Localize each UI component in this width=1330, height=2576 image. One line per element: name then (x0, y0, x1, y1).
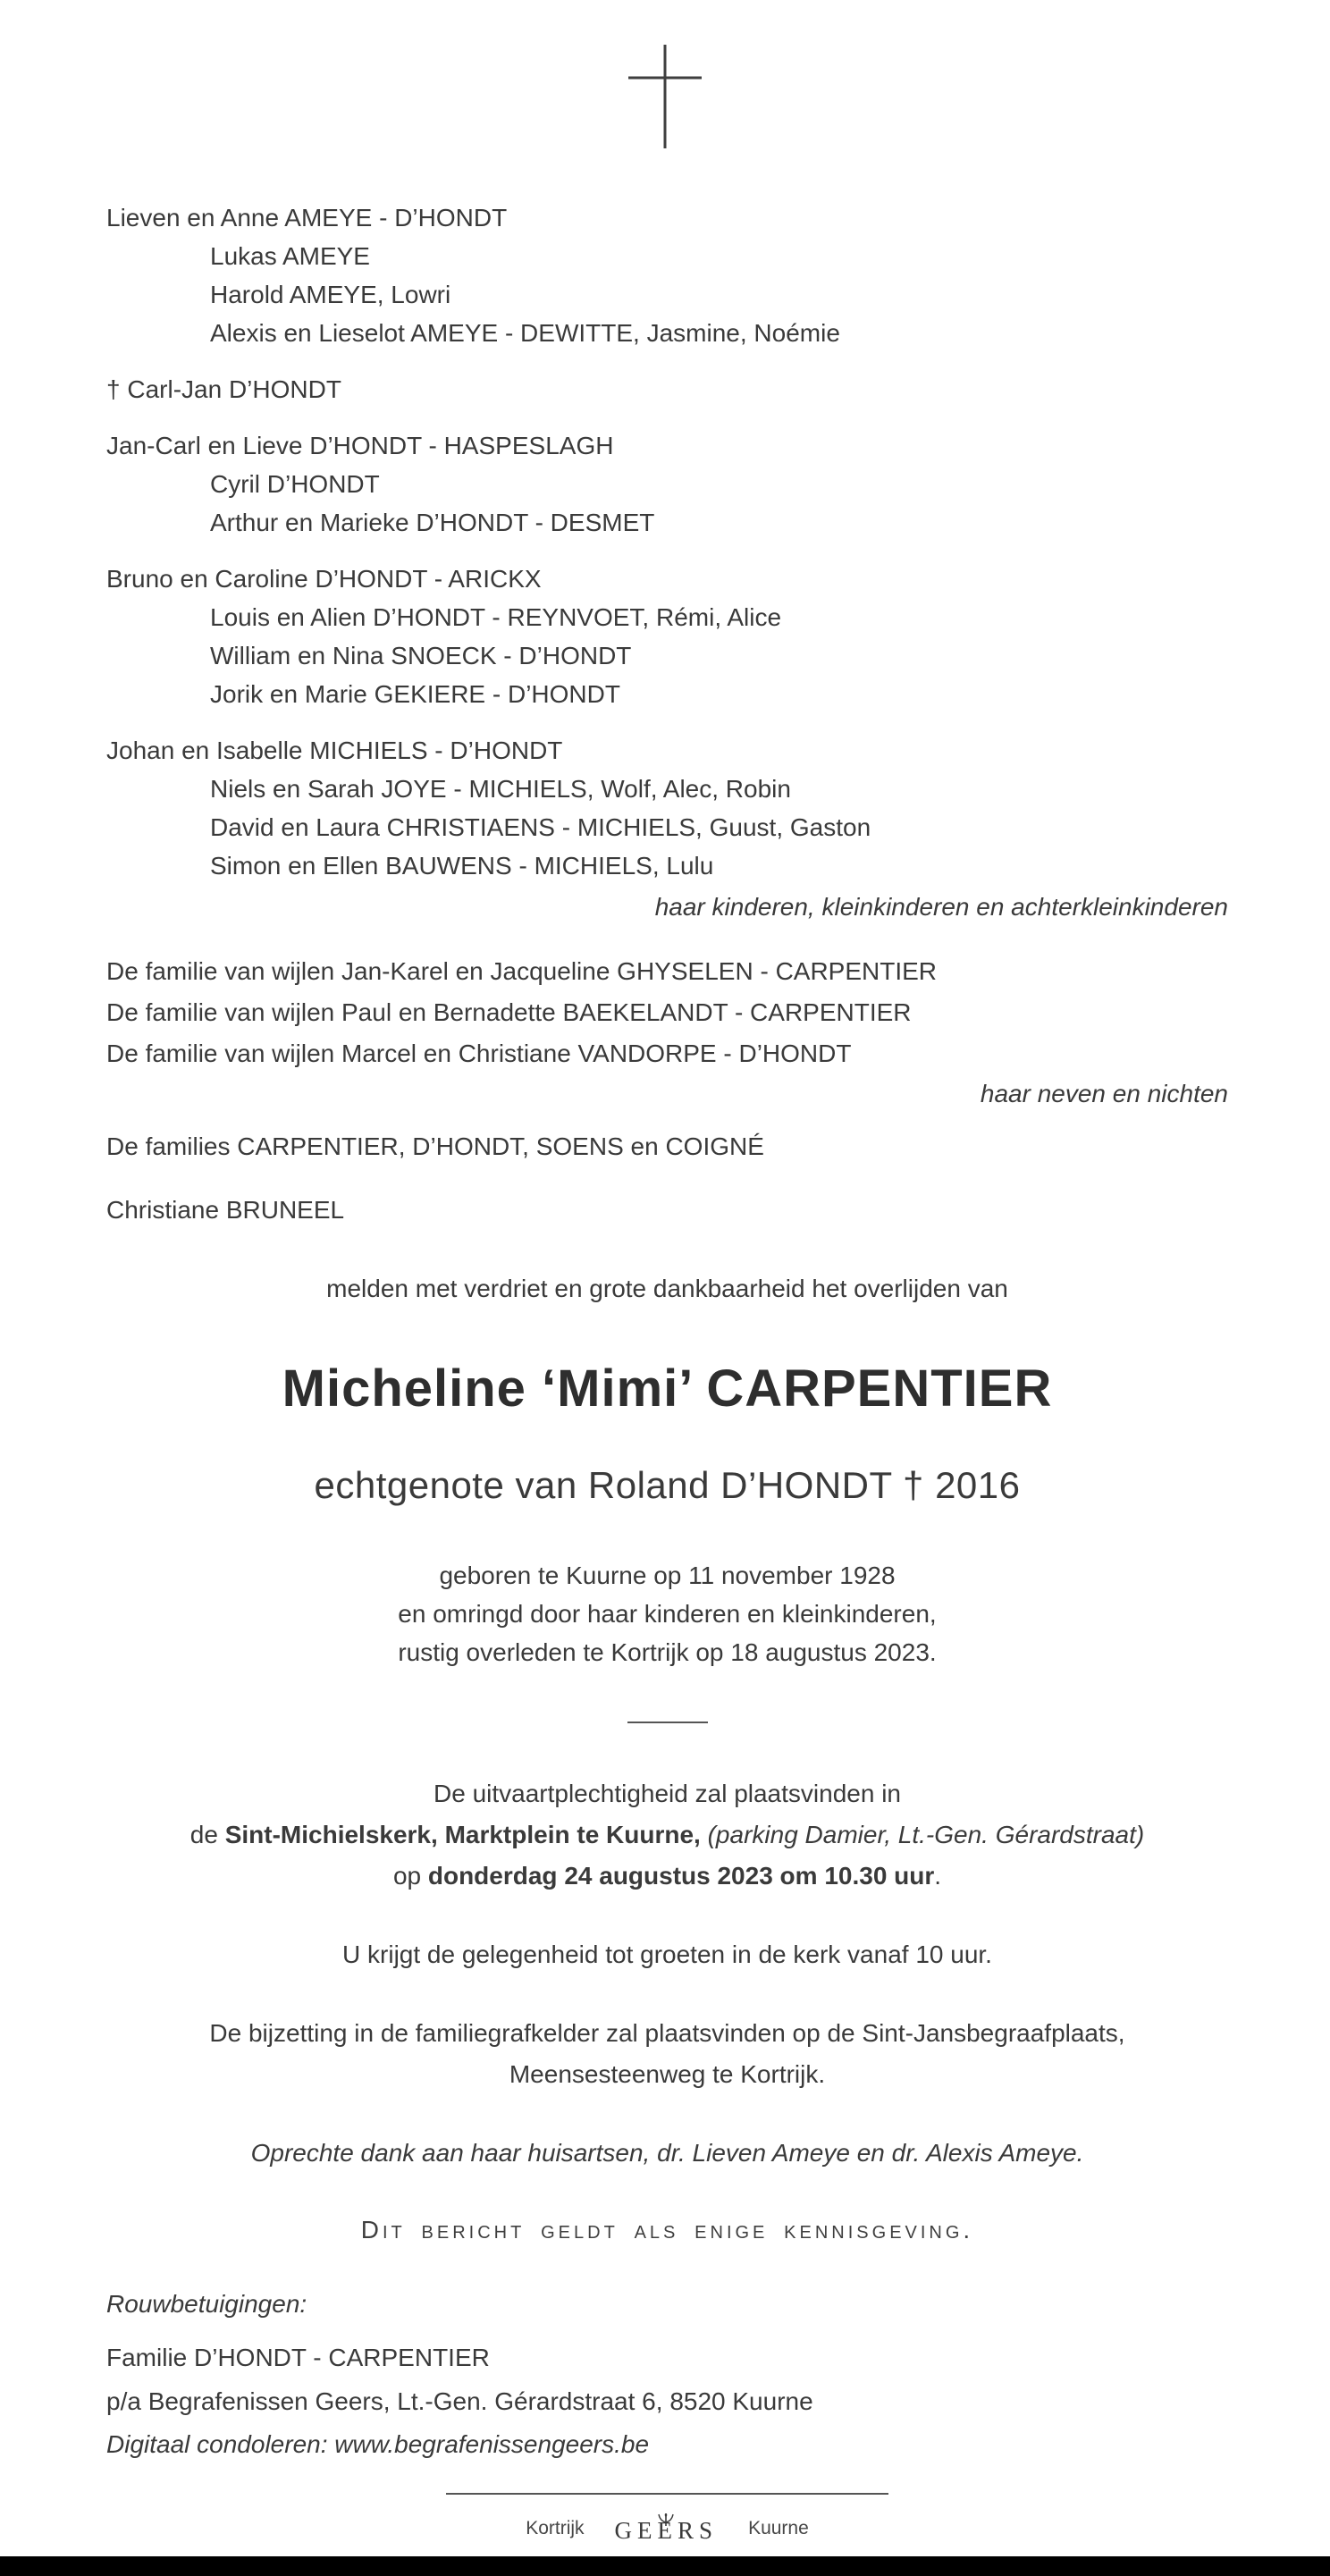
family-group-head: Lieven en Anne AMEYE - D’HONDT (106, 204, 508, 232)
family-group (106, 198, 1228, 352)
family-group-head: Johan en Isabelle MICHIELS - D’HONDT (106, 737, 563, 764)
family-member: William en Nina SNOECK - D’HONDT (210, 642, 632, 669)
spouse-line: echtgenote van Roland D’HONDT † 2016 (314, 1464, 1021, 1506)
deceased-name: Micheline ‘Mimi’ CARPENTIER (282, 1360, 1053, 1418)
geers-ornament-icon (654, 2504, 678, 2516)
digital-condolence-line: Digitaal condoleren: www.begrafenissengeers.be (106, 2430, 650, 2458)
service-line-3-suffix: . (934, 1862, 942, 1890)
condolences-family: Familie D’HONDT - CARPENTIER (106, 2344, 490, 2371)
family-group-head: † Carl-Jan D’HONDT (106, 375, 341, 403)
death-line: rustig overleden te Kortrijk op 18 augustus 2023. (398, 1638, 937, 1666)
service-line-3 (106, 1856, 1228, 1897)
signature-line (446, 2493, 888, 2495)
family-member: Louis en Alien D’HONDT - REYNVOET, Rémi, Alice (210, 603, 782, 631)
service-line-3-prefix: op (392, 1862, 428, 1890)
burial-line-2: Meensesteenweg te Kortrijk. (509, 2060, 826, 2088)
announcement-intro: melden met verdriet en grote dankbaarheid het overlijden van (326, 1275, 1008, 1302)
family-group (106, 731, 1228, 885)
brand-city-left: Kortrijk (526, 2518, 585, 2538)
divider-line (627, 1722, 708, 1723)
condolences-block (106, 2285, 1228, 2463)
families-line: De families CARPENTIER, D’HONDT, SOENS en COIGNÉ (106, 1132, 764, 1160)
condolences-label: Rouwbetuigingen: (106, 2290, 307, 2318)
thanks-line: Oprechte dank aan haar huisartsen, dr. Lieven Ameye en dr. Alexis Ameye. (250, 2139, 1084, 2167)
surrounded-line: en omringd door haar kinderen en kleinkinderen, (398, 1600, 937, 1628)
brand-name: GEERS (614, 2517, 719, 2544)
birth-line: geboren te Kuurne op 11 november 1928 (439, 1562, 896, 1589)
relative-family-line: De familie van wijlen Jan-Karel en Jacqueline GHYSELEN - CARPENTIER (106, 957, 938, 985)
relatives-block (106, 951, 1228, 1074)
church-name: Sint-Michielskerk, Marktplein te Kuurne, (224, 1821, 701, 1848)
service-line-1: De uitvaartplechtigheid zal plaatsvinden in (434, 1780, 901, 1807)
family-member: Arthur en Marieke D’HONDT - DESMET (210, 509, 655, 536)
relative-family-line: De familie van wijlen Paul en Bernadette BAEKELANDT - CARPENTIER (106, 998, 912, 1026)
burial-line-1: De bijzetting in de familiegrafkelder zal plaatsvinden op de Sint-Jansbegraafplaats, (209, 2019, 1125, 2047)
family-member: Cyril D’HONDT (210, 470, 380, 498)
family-group (106, 560, 1228, 713)
sole-notice-line: Dit bericht geldt als enige kennisgeving. (360, 2216, 974, 2243)
friend-line: Christiane BRUNEEL (106, 1196, 345, 1224)
funeral-home-brand (106, 2504, 1228, 2544)
service-line-2-prefix: de (189, 1821, 225, 1848)
relative-family-line: De familie van wijlen Marcel en Christiane VANDORPE - D’HONDT (106, 1040, 852, 1067)
family-list (106, 198, 1228, 1229)
family-group (106, 370, 1228, 408)
relation-note-children: haar kinderen, kleinkinderen en achterkleinkinderen (654, 893, 1228, 921)
service-datetime: donderdag 24 augustus 2023 om 10.30 uur (427, 1862, 935, 1890)
family-member: Simon en Ellen BAUWENS - MICHIELS, Lulu (210, 852, 714, 880)
family-member: Alexis en Lieselot AMEYE - DEWITTE, Jasmine, Noémie (210, 319, 840, 347)
burial-block (106, 2013, 1228, 2095)
bottom-black-bar (0, 2556, 1330, 2576)
family-group-head: Jan-Carl en Lieve D’HONDT - HASPESLAGH (106, 432, 614, 459)
funeral-home-address: p/a Begrafenissen Geers, Lt.-Gen. Gérardstraat 6, 8520 Kuurne (106, 2387, 813, 2415)
relation-note-cousins: haar neven en nichten (980, 1080, 1228, 1107)
cross-icon (0, 0, 1330, 148)
parking-note: (parking Damier, Lt.-Gen. Gérardstraat) (700, 1821, 1145, 1848)
family-member: David en Laura CHRISTIAENS - MICHIELS, Guust, Gaston (210, 813, 871, 841)
family-group-head: Bruno en Caroline D’HONDT - ARICKX (106, 565, 542, 593)
greeting-line: U krijgt de gelegenheid tot groeten in de kerk vanaf 10 uur. (342, 1940, 992, 1968)
brand-city-right: Kuurne (748, 2518, 809, 2538)
family-member: Harold AMEYE, Lowri (210, 281, 451, 308)
family-member: Niels en Sarah JOYE - MICHIELS, Wolf, Alec, Robin (210, 775, 791, 803)
announcement-block (106, 1269, 1228, 2251)
service-block (106, 1773, 1228, 1897)
life-dates-block (106, 1556, 1228, 1671)
service-line-2 (106, 1814, 1228, 1856)
family-group (106, 426, 1228, 542)
brand-block (615, 2504, 719, 2544)
family-member: Lukas AMEYE (210, 242, 370, 270)
family-member: Jorik en Marie GEKIERE - D’HONDT (210, 680, 620, 708)
